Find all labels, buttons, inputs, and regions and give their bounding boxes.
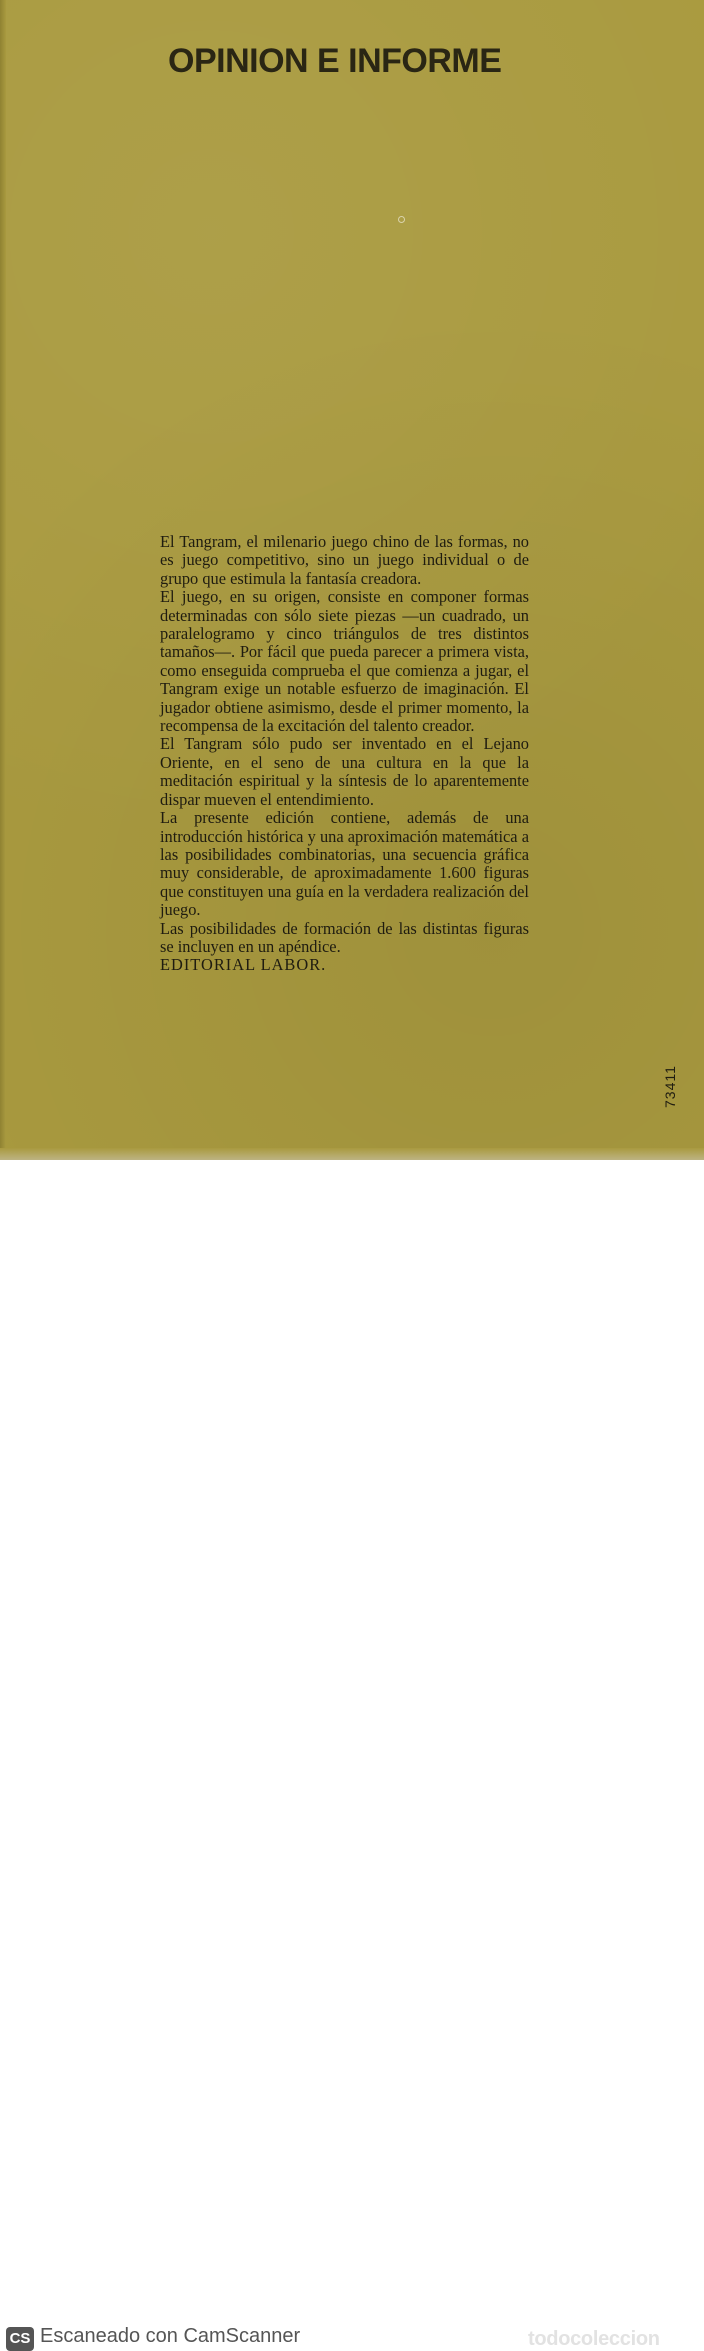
- scanner-footer: [0, 1160, 704, 2350]
- publisher-name: EDITORIAL LABOR.: [160, 955, 327, 975]
- blurb-paragraph-5: Las posibilidades de formación de las distintas figuras se incluyen en un apéndice.: [160, 918, 529, 956]
- watermark: todocoleccion: [528, 2328, 660, 2350]
- back-cover-blurb: [160, 533, 529, 975]
- cover-speck: [398, 216, 405, 223]
- blurb-paragraph-3: El Tangram sólo pudo ser inventado en el Lejano Oriente, en el seno de una cultura en la que la meditación espiritual y la síntesis de lo aparentemente dispar mueven el entendimiento.: [160, 734, 529, 809]
- blurb-paragraph-1: El Tangram, el milenario juego chino de las formas, no es juego competitivo, sino un juego individual o de grupo que estimula la fantasía creadora.: [160, 532, 529, 588]
- series-title: OPINION E INFORME: [168, 42, 502, 80]
- camscanner-logo-icon: CS: [6, 2327, 34, 2351]
- book-back-cover: [0, 0, 704, 1160]
- blurb-paragraph-4: La presente edición contiene, además de una introducción histórica y una aproximación matemática a las posibilidades combinatorias, una secuencia gráfica muy considerable, de aproximadamente 1.600 figuras que constituyen una guía en la verdadera realización del juego.: [160, 808, 529, 920]
- cover-bottom-edge: [0, 1148, 704, 1160]
- scanner-caption: Escaneado con CamScanner: [40, 2325, 301, 2347]
- catalog-number: 73411: [662, 1065, 678, 1108]
- blurb-paragraph-2: El juego, en su origen, consiste en componer formas determinadas con sólo siete piezas —un cuadrado, un paralelogramo y cinco triángulos de tres distintos tamaños—. Por fácil que pueda parecer a primera vista, como enseguida comprueba el que comienza a jugar, el Tangram exige un notable esfuerzo de imaginación. El jugador obtiene asimismo, desde el primer momento, la recompensa de la excitación del talento creador.: [160, 587, 529, 736]
- cover-left-edge: [0, 0, 6, 1160]
